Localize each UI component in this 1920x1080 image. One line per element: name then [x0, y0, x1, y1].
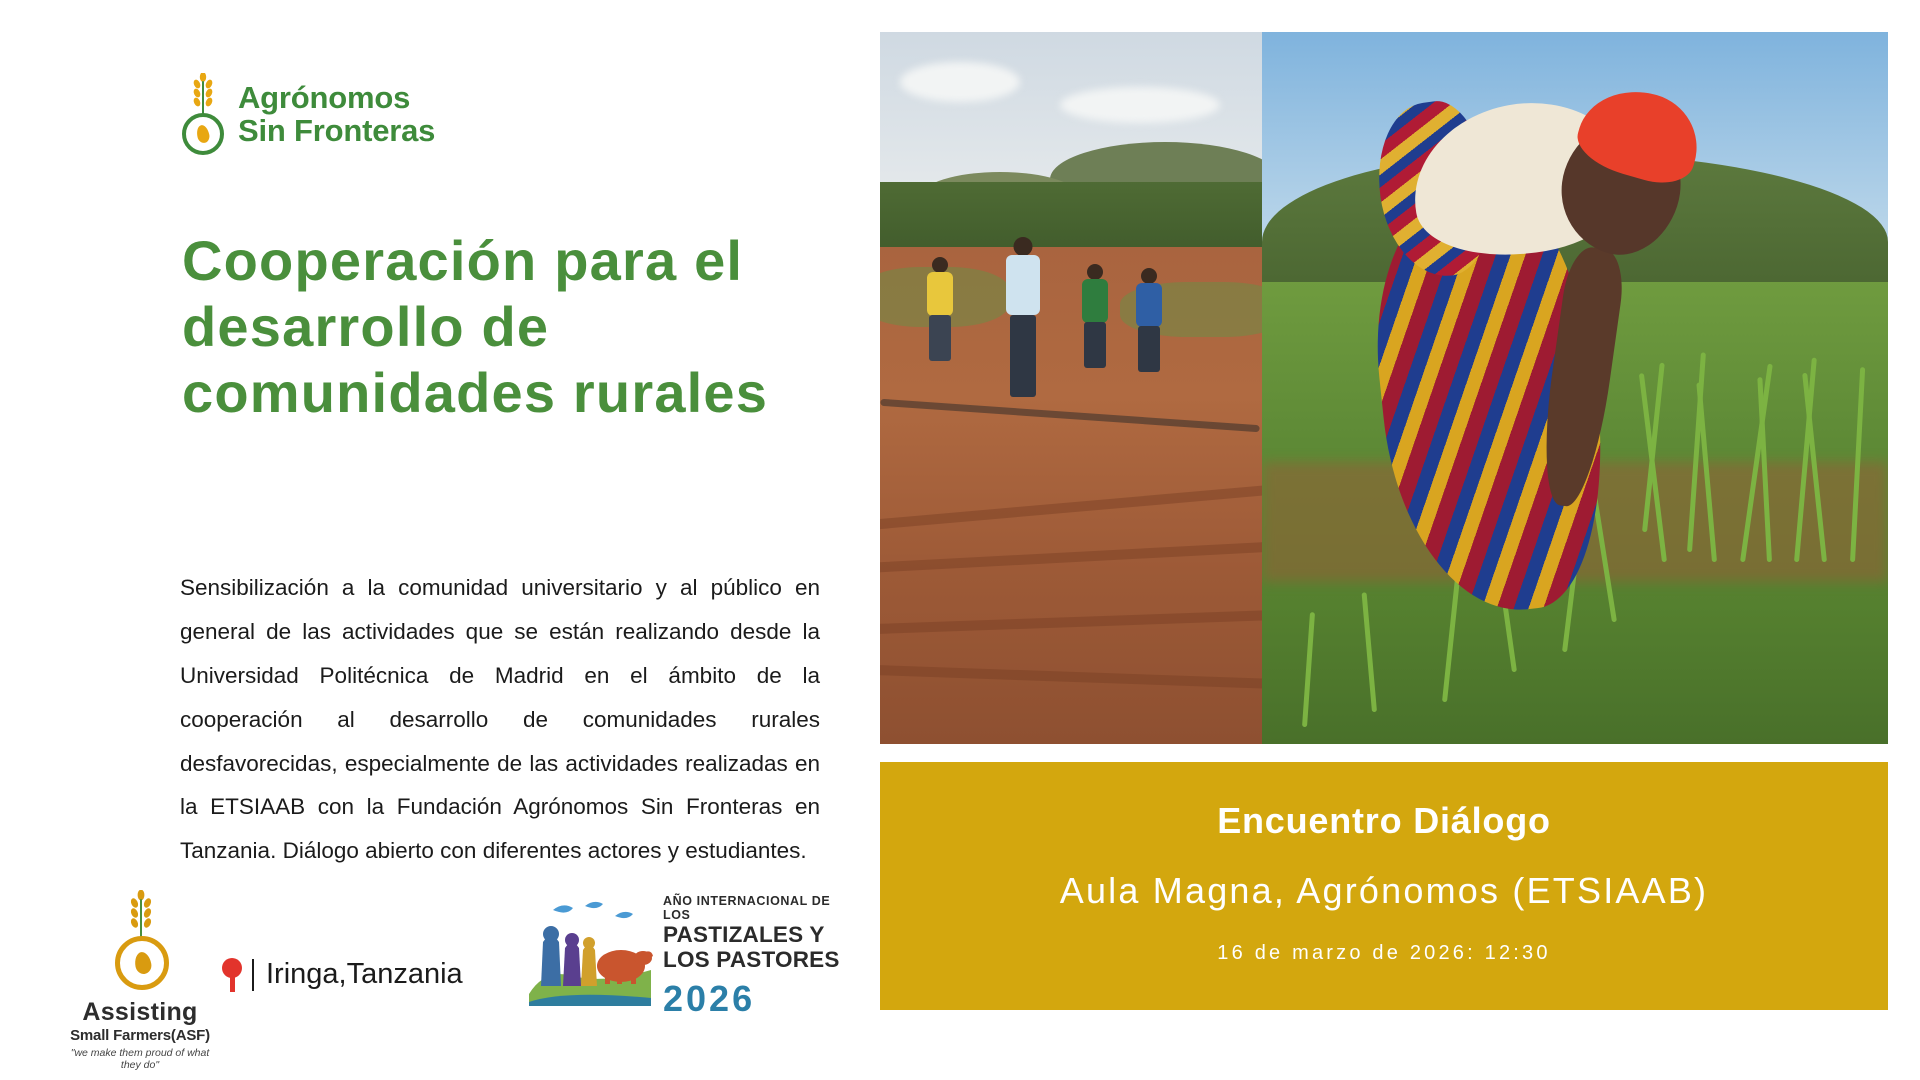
- org-logo-line2: Sin Fronteras: [238, 113, 436, 148]
- pastoralists-and-rangelands-icon: [525, 898, 655, 1008]
- event-datetime-label: 16 de marzo de 2026: 12:30: [1217, 942, 1551, 964]
- photo-onion-harvest: [1262, 32, 1888, 744]
- footer-logos-row: [40, 880, 880, 1070]
- photo-field-workers: [880, 32, 1262, 744]
- assisting-small-farmers-logo: [70, 890, 210, 1070]
- seed-circle-icon: [115, 936, 169, 990]
- partner-logo-name: Assisting: [82, 998, 198, 1026]
- page-title: Cooperación para el desarrollo de comunidades rurales: [182, 229, 769, 425]
- person-figure: [1130, 268, 1168, 378]
- event-venue-label: Aula Magna, Agrónomos (ETSIAAB): [1059, 870, 1709, 911]
- partner-logo-tagline: "we make them proud of what they do": [70, 1047, 210, 1071]
- asf-wheat-seed-icon: [70, 890, 210, 1002]
- event-banner: [880, 762, 1888, 1010]
- event-type-label: Encuentro Diálogo: [1217, 800, 1551, 841]
- partner-logo-subtitle: Small Farmers(ASF): [70, 1027, 210, 1044]
- photo-strip: [880, 32, 1888, 744]
- location-label: Iringa,Tanzania: [252, 959, 463, 991]
- right-column: [880, 32, 1888, 1032]
- left-column: [0, 0, 880, 1080]
- person-figure: [920, 257, 960, 372]
- seed-circle-icon: [182, 113, 224, 155]
- person-figure: [1000, 237, 1046, 407]
- iyrp-line2: PASTIZALES Y LOS PASTORES: [663, 922, 840, 973]
- org-logo-line1: Agrónomos: [238, 80, 411, 116]
- location-block: [222, 958, 463, 992]
- person-figure: [1076, 264, 1114, 374]
- iyrp-line1: AÑO INTERNACIONAL DE LOS: [663, 894, 831, 922]
- description-text: Sensibilización a la comunidad universitario y al público en general de las actividades que se están realizando desde la Universidad Politécnica de Madrid en el ámbito de la cooperación al desarrollo de comunidades rurales desfavorecidas, especialmente de las actividades realizadas en la ETSIAAB con la Fundación Agrónomos Sin Fronteras en Tanzania. Diálogo abierto con diferentes actores y estudiantes.: [180, 575, 820, 864]
- agronomos-sin-fronteras-logo: [178, 70, 458, 160]
- iyrp-year: 2026: [663, 978, 756, 1020]
- iyrp-2026-logo: [525, 890, 845, 1060]
- wheat-icon: [190, 73, 216, 117]
- map-pin-icon: [222, 958, 242, 992]
- wheat-and-seed-icon: [178, 73, 228, 157]
